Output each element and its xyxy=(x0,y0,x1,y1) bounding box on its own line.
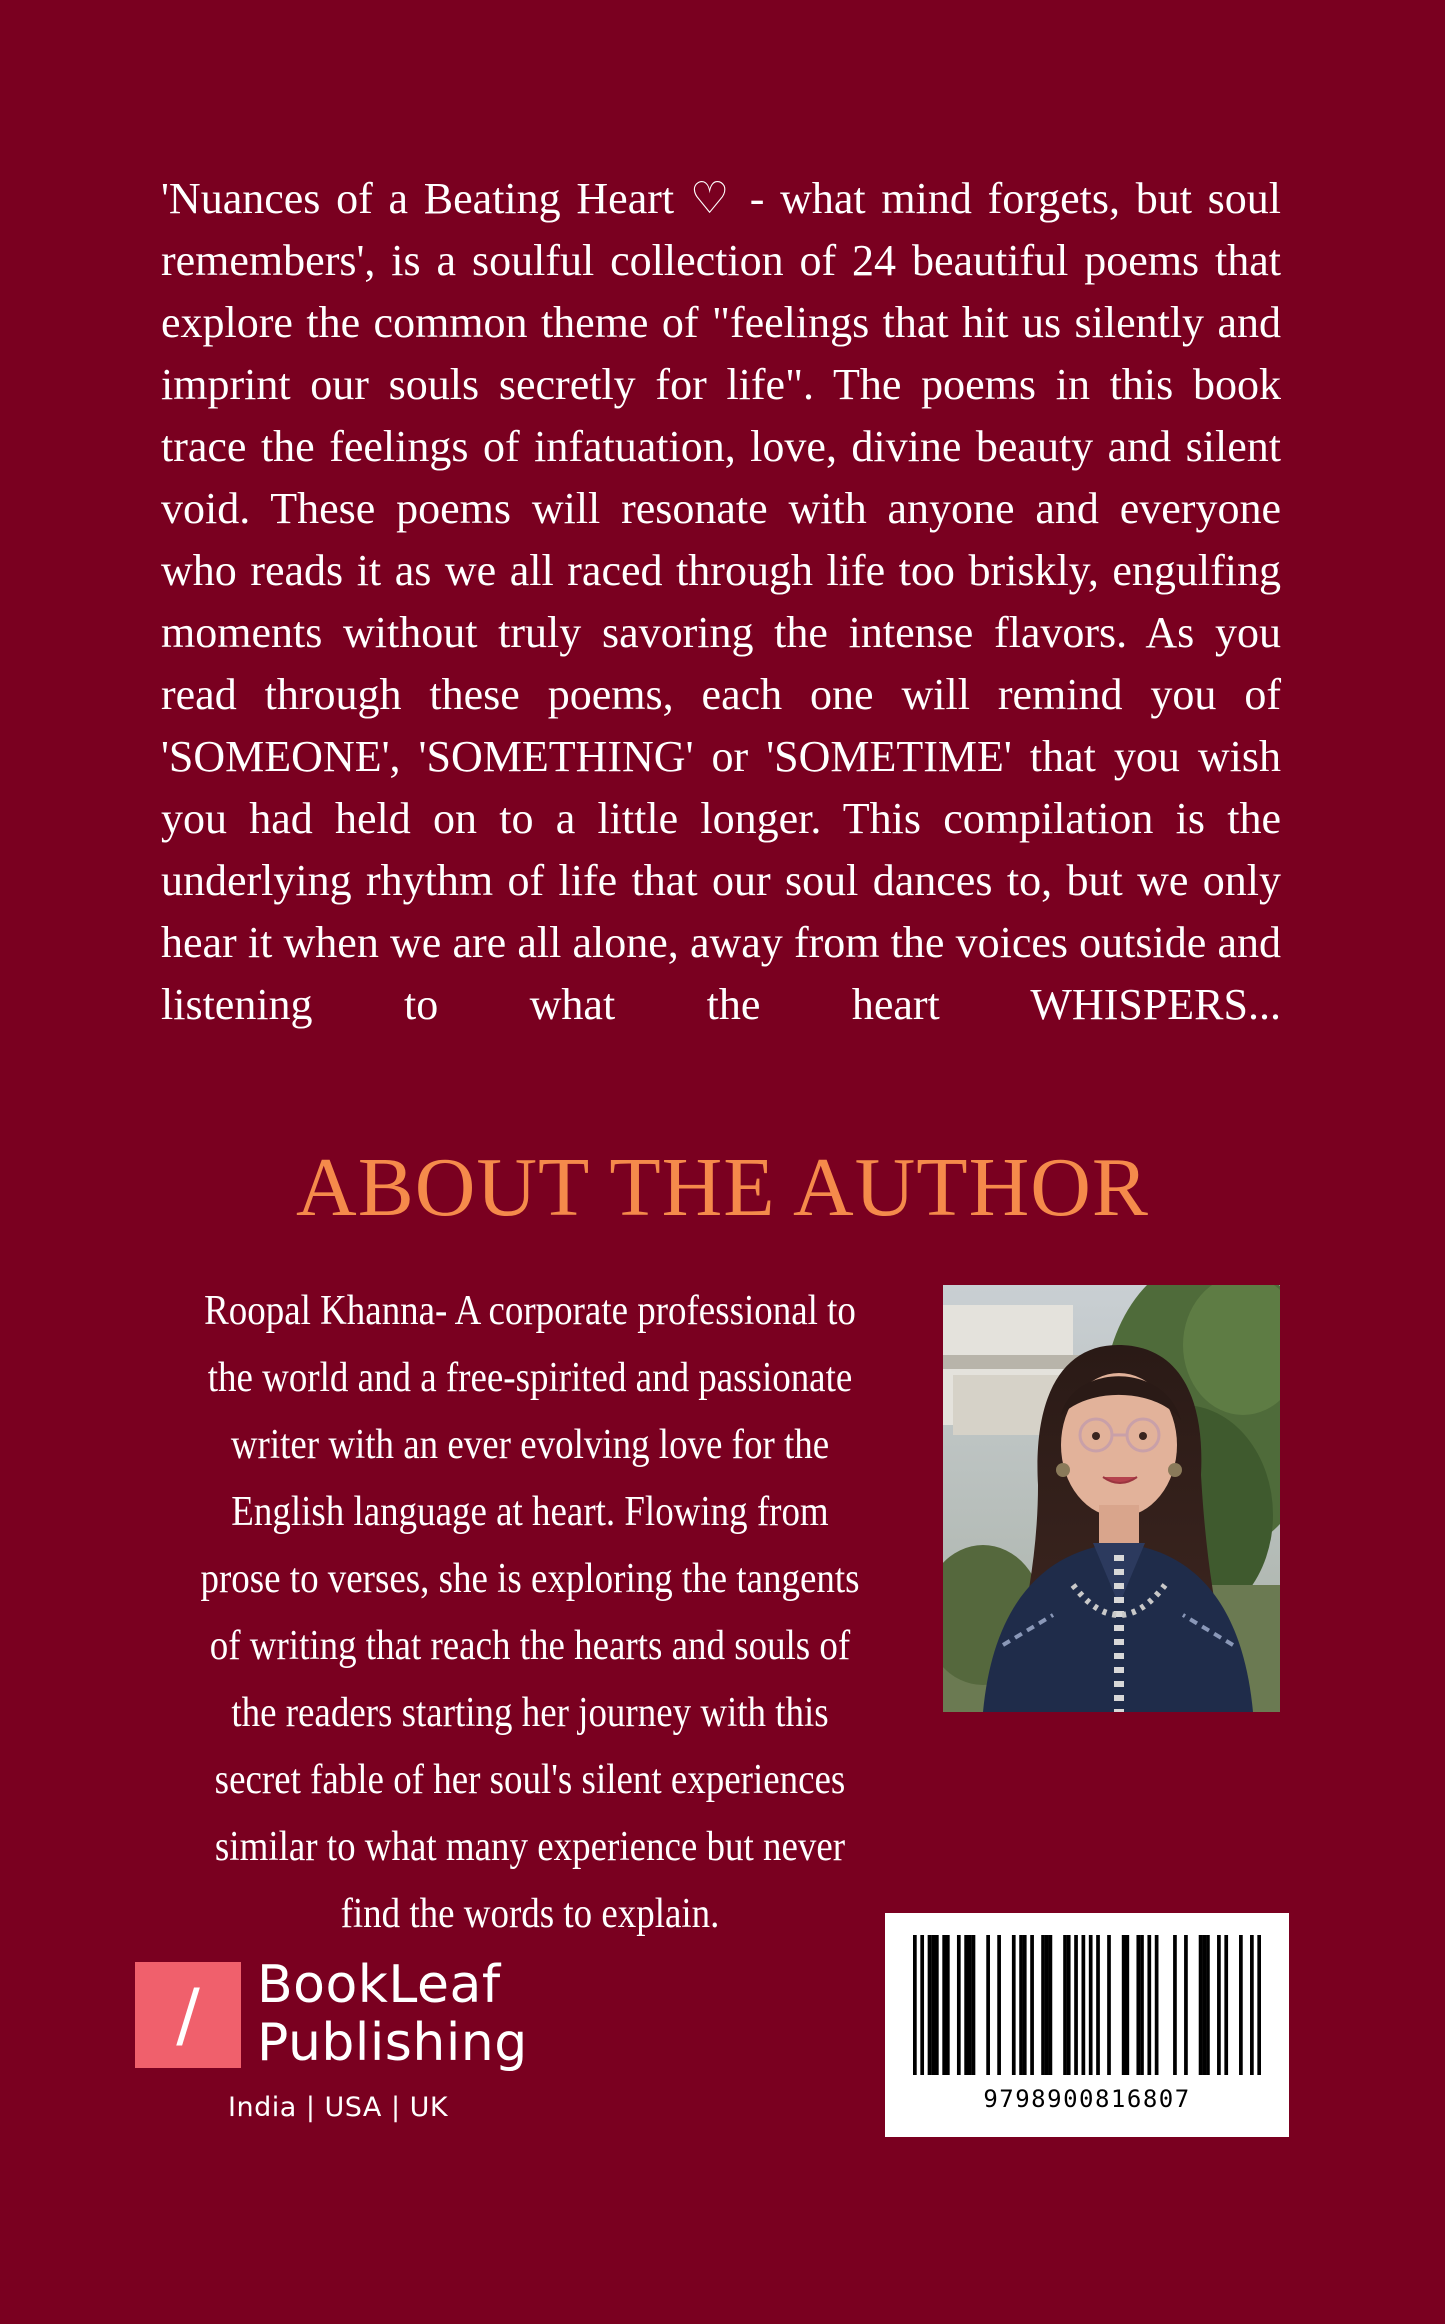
barcode-bar xyxy=(931,1935,935,2075)
barcode-bar xyxy=(964,1935,968,2075)
barcode-bar xyxy=(1202,1935,1206,2075)
barcode-bar xyxy=(1019,1935,1023,2075)
author-photo xyxy=(943,1285,1280,1712)
barcode-bar xyxy=(1074,1935,1078,2075)
barcode-bar xyxy=(1155,1935,1159,2075)
publisher-logo xyxy=(135,1955,555,2132)
barcode-bar xyxy=(1239,1935,1243,2075)
barcode-bar xyxy=(1184,1935,1188,2075)
barcode-bar xyxy=(928,1935,932,2075)
isbn-barcode xyxy=(885,1913,1289,2137)
barcode-bar xyxy=(1206,1935,1210,2075)
barcode-bar xyxy=(1250,1935,1254,2075)
barcode-bar xyxy=(1199,1935,1203,2075)
barcode-bar xyxy=(1140,1935,1144,2075)
barcode-bar xyxy=(1107,1935,1111,2075)
publisher-name-line1: BookLeaf xyxy=(257,1955,501,2015)
publisher-mark xyxy=(135,1962,241,2068)
barcode-bar xyxy=(972,1935,976,2075)
author-portrait-illustration xyxy=(943,1285,1280,1712)
barcode-bar xyxy=(913,1935,917,2075)
barcode-bar xyxy=(1049,1935,1053,2075)
publisher-name xyxy=(257,1956,528,2072)
isbn-number: 9798900816807 xyxy=(983,2085,1191,2113)
barcode-bar xyxy=(1173,1935,1177,2075)
publisher-mark-glyph: / xyxy=(176,1974,200,2056)
barcode-bar xyxy=(1224,1935,1228,2075)
barcode-bar xyxy=(1063,1935,1067,2075)
barcode-bar xyxy=(957,1935,961,2075)
barcode-bar xyxy=(997,1935,1001,2075)
barcode-bar xyxy=(968,1935,972,2075)
barcode-bar xyxy=(1012,1935,1016,2075)
publisher-regions: India | USA | UK xyxy=(228,2092,449,2123)
about-author-heading: ABOUT THE AUTHOR xyxy=(296,1141,1149,1234)
barcode-bar xyxy=(1045,1935,1049,2075)
barcode-bar xyxy=(1041,1935,1045,2075)
barcode-bars xyxy=(913,1935,1261,2075)
book-blurb: 'Nuances of a Beating Heart ♡ - what mind forgets, but soul remembers', is a soulful collection of 24 beautiful poems that explore the common theme of "feelings that hit us silently and imprint our souls secretly for life". The poems in this book trace the feelings of infatuation, love, divine beauty and silent void. These poems will resonate with anyone and everyone who reads it as we all raced through life too briskly, engulfing moments without truly savoring the intense flavors. As you read through these poems, each one will remind you of 'SOMEONE', 'SOMETHING' or 'SOMETIME' that you wish you had held on to a little longer. This compilation is the underlying rhythm of life that our soul dances to, but we only hear it when we are all alone, away from the voices outside and listening to what the heart WHISPERS... xyxy=(161,174,1281,1029)
barcode-bar xyxy=(1023,1935,1027,2075)
barcode-bar xyxy=(1122,1935,1126,2075)
barcode-bar xyxy=(1082,1935,1086,2075)
barcode-bar xyxy=(935,1935,939,2075)
barcode-bar xyxy=(1125,1935,1129,2075)
barcode-bar xyxy=(1257,1935,1261,2075)
barcode-bar xyxy=(986,1935,990,2075)
barcode-bar xyxy=(920,1935,924,2075)
barcode-bar xyxy=(942,1935,946,2075)
publisher-name-line2: Publishing xyxy=(257,2013,528,2073)
barcode-bar xyxy=(1089,1935,1093,2075)
barcode-bar xyxy=(946,1935,950,2075)
author-bio: Roopal Khanna- A corporate professional to the world and a free-spirited and passionate writer with an ever evolving love for the English language at heart. Flowing from prose to verses, she is exploring the tangents of writing that reach the hearts and souls of the readers starting her journey with this secret fable of her soul's silent experiences similar to what many experience but never find the words to explain. xyxy=(200,1288,860,1937)
barcode-bar xyxy=(1217,1935,1221,2075)
barcode-bar xyxy=(1136,1935,1140,2075)
barcode-bar xyxy=(1030,1935,1034,2075)
barcode-bar xyxy=(1067,1935,1071,2075)
barcode-bar xyxy=(1147,1935,1151,2075)
barcode-bar xyxy=(1096,1935,1100,2075)
